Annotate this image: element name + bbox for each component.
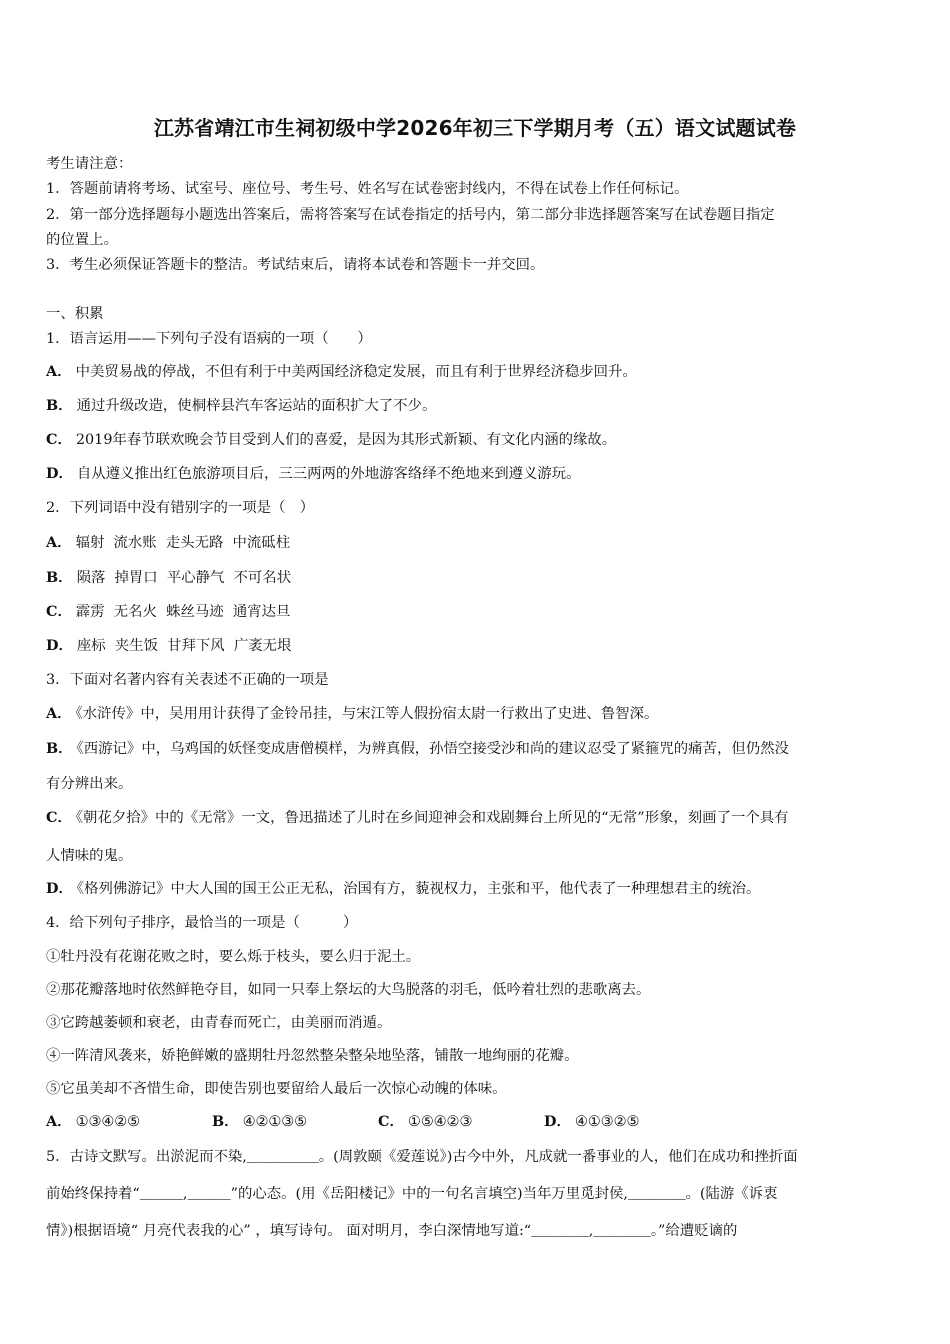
q4-sentence-2: ②那花瓣落地时依然鲜艳夺目，如同一只奉上祭坛的大鸟脱落的羽毛，低吟着壮烈的悲歌离去。	[46, 982, 651, 998]
option-text: 《西游记》中，乌鸡国的妖怪变成唐僧模样，为辨真假，孙悟空接受沙和尚的建议忍受了紧箍咒的痛苦，但仍然没	[76, 741, 789, 757]
option-text: ①⑤④②③	[407, 1114, 473, 1130]
option-text: 《朝花夕拾》中的《无常》一文，鲁迅描述了儿时在乡间迎神会和戏剧舞台上所见的“无常”形象，刻画了一个具有	[75, 810, 789, 826]
q2-option-a	[46, 531, 916, 552]
q3-option-b-cont: 有分辨出来。	[46, 776, 133, 792]
q5-line-2: 前始终保持着“＿＿＿,＿＿＿”的心态。(用《岳阳楼记》中的一句名言填空)当年万里觅封侯,＿＿＿＿。(陆游《诉衷	[46, 1186, 778, 1202]
q3-stem: 3．下面对名著内容有关表述不正确的一项是	[46, 672, 329, 688]
option-text: 自从遵义推出红色旅游项目后，三三两两的外地游客络绎不绝地来到遵义游玩。	[76, 466, 581, 482]
notice-heading: 考生请注意：	[46, 156, 133, 172]
option-label: B．	[46, 569, 73, 586]
q2-stem: 2．下列词语中没有错别字的一项是（ ）	[46, 500, 315, 516]
q2-option-d	[46, 634, 916, 655]
q4-sentence-5: ⑤它虽美却不吝惜生命，即使告别也要留给人最后一次惊心动魄的体味。	[46, 1081, 507, 1097]
option-label: D．	[544, 1113, 571, 1130]
q4-stem: 4．给下列句子排序，最恰当的一项是（ ）	[46, 915, 358, 931]
q1-option-b	[46, 394, 916, 415]
q1-option-d	[46, 462, 916, 483]
q2-option-c	[46, 600, 916, 621]
option-label: B．	[212, 1113, 239, 1130]
option-label: C．	[46, 809, 72, 826]
q1-stem: 1．语言运用——下列句子没有语病的一项（ ）	[46, 331, 372, 347]
option-label: A．	[46, 534, 72, 551]
q2-option-b	[46, 566, 916, 587]
notice-item-1: 1．答题前请将考场、试室号、座位号、考生号、姓名写在试卷密封线内，不得在试卷上作任何标记。	[46, 181, 689, 197]
q4-option-d	[544, 1110, 710, 1131]
section-heading: 一、积累	[46, 306, 104, 322]
option-label: D．	[46, 880, 73, 897]
option-label: A．	[46, 363, 72, 380]
q3-option-c-cont: 人情味的鬼。	[46, 848, 133, 864]
option-text: 中美贸易战的停战，不但有利于中美两国经济稳定发展，而且有利于世界经济稳步回升。	[75, 364, 637, 380]
option-text: ④②①③⑤	[242, 1114, 308, 1130]
q5-line-1: 5．古诗文默写。出淤泥而不染,＿＿＿＿＿。(周敦颐《爱莲说》)古今中外，凡成就一番事业的人，他们在成功和挫折面	[46, 1149, 798, 1165]
option-label: C．	[46, 603, 72, 620]
option-text: 《格列佛游记》中大人国的国王公正无私，治国有方，藐视权力，主张和平，他代表了一种理想君主的统治。	[76, 881, 761, 897]
option-label: C．	[46, 431, 72, 448]
notice-item-2-cont: 的位置上。	[46, 232, 118, 248]
q5-line-3: 情》)根据语境“ 月亮代表我的心” ，填写诗句。 面对明月，李白深情地写道:“＿＿＿＿,＿＿＿＿。”给遭贬谪的	[46, 1223, 738, 1239]
option-text: 通过升级改造，使桐梓县汽车客运站的面积扩大了不少。	[76, 398, 437, 414]
q3-option-b	[46, 737, 916, 758]
q4-sentence-4: ④一阵清风袭来，娇艳鲜嫩的盛期牡丹忽然整朵整朵地坠落，铺散一地绚丽的花瓣。	[46, 1048, 579, 1064]
option-text: 辐射 流水账 走头无路 中流砥柱	[75, 535, 291, 551]
page-title: 江苏省靖江市生祠初级中学2026年初三下学期月考（五）语文试题试卷	[153, 116, 797, 140]
option-text: ①③④②⑤	[75, 1114, 141, 1130]
q4-options	[46, 1110, 916, 1131]
option-text: 《水浒传》中，吴用用计获得了金铃吊挂，与宋江等人假扮宿太尉一行救出了史进、鲁智深。	[75, 706, 659, 722]
option-label: A．	[46, 705, 72, 722]
q1-option-c	[46, 428, 916, 449]
q4-sentence-1: ①牡丹没有花谢花败之时，要么烁于枝头，要么归于泥土。	[46, 949, 421, 965]
option-label: A．	[46, 1113, 72, 1130]
q3-option-c	[46, 806, 916, 827]
option-text: 座标 夹生饭 甘拜下风 广袤无垠	[76, 638, 292, 654]
q3-option-a	[46, 702, 916, 723]
notice-item-3: 3．考生必须保证答题卡的整洁。考试结束后，请将本试卷和答题卡一并交回。	[46, 257, 545, 273]
q4-sentence-3: ③它跨越萎顿和衰老，由青春而死亡，由美丽而消遁。	[46, 1015, 392, 1031]
option-label: B．	[46, 740, 73, 757]
q1-option-a	[46, 360, 916, 381]
option-text: 2019年春节联欢晚会节目受到人们的喜爱，是因为其形式新颖、有文化内涵的缘故。	[75, 432, 617, 448]
option-text: 霹雳 无名火 蛛丝马迹 通宵达旦	[75, 604, 291, 620]
option-text: ④①③②⑤	[574, 1114, 640, 1130]
notice-item-2: 2．第一部分选择题每小题选出答案后，需将答案写在试卷指定的括号内，第二部分非选择题答案写在试卷题目指定	[46, 207, 775, 223]
option-label: C．	[378, 1113, 404, 1130]
option-label: B．	[46, 397, 73, 414]
q3-option-d	[46, 877, 916, 898]
option-label: D．	[46, 465, 73, 482]
option-label: D．	[46, 637, 73, 654]
q4-option-a	[46, 1110, 212, 1131]
q4-option-b	[212, 1110, 378, 1131]
option-text: 陨落 掉胃口 平心静气 不可名状	[76, 570, 292, 586]
q4-option-c	[378, 1110, 544, 1131]
